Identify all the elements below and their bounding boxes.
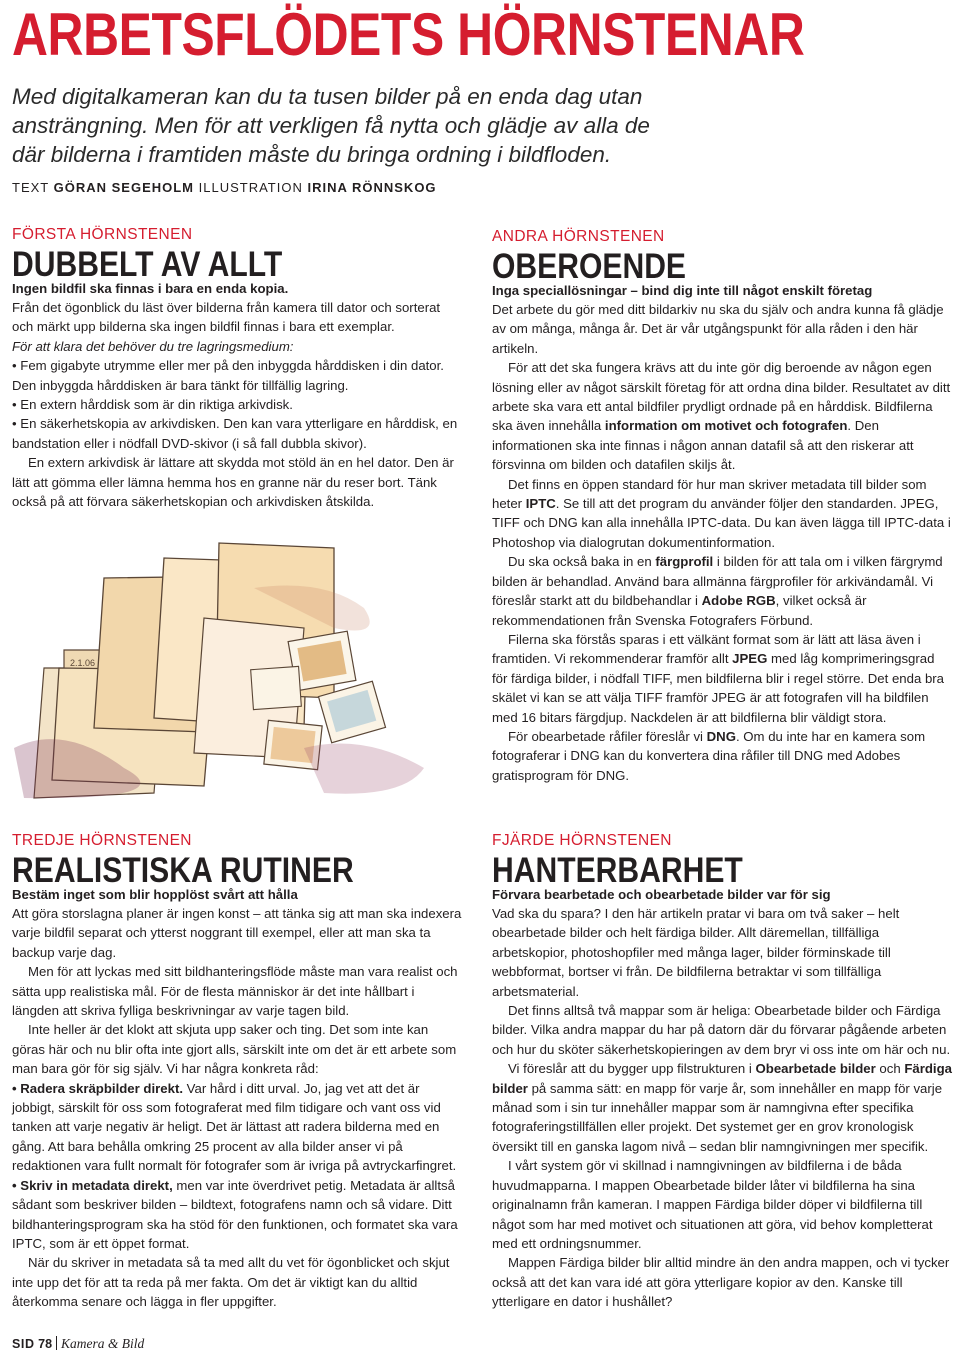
section-kicker: FÖRSTA HÖRNSTENEN: [12, 226, 193, 243]
section-third-cornerstone: [12, 830, 462, 1312]
paragraph: Att göra storslagna planer är ingen konst – att tänka sig att man ska indexera varje bildfil separat och ytterst noggrant till exempel, eller att man ska ta backup varje dag.: [12, 906, 462, 960]
byline-illustrator: IRINA RÖNNSKOG: [307, 180, 437, 195]
section-body: [492, 300, 952, 785]
folio-label: SID: [12, 1337, 35, 1351]
paragraph: [492, 630, 952, 727]
section-fourth-cornerstone: [492, 830, 952, 1312]
paragraph: I vårt system gör vi skillnad i namngivningen av bildfilerna i de båda huvudmapparna. I mappen Obearbetade bilder låter vi bildfilerna ha sina originalnamn från kameran. I mappen Färdiga bilder döper vi bildfilerna till något som har med motivet och situationen att göra, vid behov kompletterat med ett ordningsnummer.: [492, 1158, 933, 1251]
page-number: 78: [38, 1337, 53, 1351]
text-run: och: [875, 1061, 905, 1077]
emphasis: IPTC: [525, 496, 556, 512]
emphasis: Adobe RGB: [701, 593, 776, 609]
paragraph: Från det ögonblick du läst över bilderna från kamera till dator och sorterat och märkt upp bilderna ska ingen bildfil finnas i bara ett exemplar.: [12, 300, 441, 335]
list-item: [12, 1176, 462, 1254]
section-kicker: FJÄRDE HÖRNSTENEN: [492, 832, 672, 849]
text-run: i bilden för att tala om i vilken färgrymd bilden är behandlad. Använd bara allmänna färgprofiler för arkivändamål. Vi föreslår starkt att du bildbehandlar i: [492, 554, 943, 609]
article-headline: ARBETSFLÖDETS HÖRNSTENAR: [12, 1, 805, 68]
text-run: Vi föreslår att du bygger upp filstrukturen i: [508, 1061, 756, 1077]
section-second-cornerstone: [492, 226, 952, 785]
paragraph: Vad ska du spara? I den här artikeln pratar vi bara om två saker – helt obearbetade bilder och helt färdiga bilder. Allt däremellan, tillfälliga arbetskopior, photoshopfiler med många lager, bilder förminskade till webbformat, bortser vi från. De bildfilerna betraktar vi som tillfälliga arbetsmaterial.: [492, 906, 900, 999]
byline-author: GÖRAN SEGEHOLM: [53, 180, 195, 195]
paragraph: Det arbete du gör med ditt bildarkiv nu ska du själv och andra kunna få glädje av om många, många år. Det är vår utgångspunkt för alla råden i den här artikeln.: [492, 302, 944, 356]
byline: [12, 180, 437, 195]
text-run: med låg komprimeringsgrad för färdiga bilder, i nödfall TIFF, men bildfilerna blir i regel större. Det enda bra skälet vi kan se att välja TIFF framför JPEG är att fotografen vill ha bildfilen med 16 bitars färgdjup. Nackdelen är att bildfilerna blir väldigt stora.: [492, 651, 945, 725]
list-item: • En extern hårddisk som är din riktiga arkivdisk.: [12, 397, 293, 413]
paragraph: Mappen Färdiga bilder blir alltid mindre än den andra mappen, och vi tycker också att det kan vara idé att göra ytterligare kopior av den. Kanske till ytterligare en dator i hushållet?: [492, 1255, 950, 1310]
paragraph: När du skriver in metadata så ta med allt du vet för ögonblicket och skjut inte upp det för att ta reda på mer fakta. Om det är viktigt kan du alltid återkomma senare och lägga in fler uppgifter.: [12, 1255, 450, 1310]
paragraph: [492, 358, 952, 474]
emphasis: • Skriv in metadata direkt,: [12, 1177, 173, 1193]
folders-photos-illustration: [4, 518, 464, 800]
list-item: [12, 1079, 462, 1176]
text-run: . Om du inte har en kamera som fotograferar i DNG kan du konvertera dina råfiler till DNG med Adobes gratisprogram för DNG.: [492, 728, 926, 783]
byline-illustration-label: ILLUSTRATION: [194, 180, 308, 195]
text-run: , vilket också är rekommendationen från Svenska Fotografers Förbund.: [492, 593, 867, 628]
section-title: HANTERBARHET: [492, 851, 743, 890]
text-run: Filerna ska förstås sparas i ett välkänt format som är lätt att läsa även i framtiden. Vi rekommenderar framför allt: [492, 631, 921, 667]
section-lead: Bestäm inget som blir hopplöst svårt att hålla: [12, 887, 298, 902]
paragraph: För att klara det behöver du tre lagringsmedium:: [12, 338, 294, 354]
list-item: • Fem gigabyte utrymme eller mer på den inbyggda hårddisken i din dator. Den inbyggda hårddisken är bara tänkt för tillfällig lagring.: [12, 358, 444, 393]
section-title: DUBBELT AV ALLT: [12, 245, 283, 284]
text-run: . Den informationen ska inte finnas i någon annan datafil så att den riskerar att försvinna om bilden och datafilen skiljs åt.: [492, 418, 914, 473]
emphasis: JPEG: [732, 651, 768, 667]
section-lead: Förvara bearbetade och obearbetade bilder var för sig: [492, 887, 831, 902]
text-run: på samma sätt: en mapp för varje år, som innehåller en mapp för varje månad som i sin tur innehåller mappar som är namngivna efter specifika fotograferingstillfällen eller projekt. Det systemet ger en grov kronologisk översikt till en ganska lagom nivå – sedan blir namngivningen mer specifik.: [492, 1080, 943, 1154]
section-first-cornerstone: [12, 224, 460, 511]
byline-text-label: TEXT: [12, 180, 54, 195]
article-ingress: Med digitalkameran kan du ta tusen bilder på en enda dag utan ansträngning. Men för att verkligen få nytta och glädje av alla de där bilderna i framtiden måste du bringa ordning i bildfloden.: [12, 84, 650, 167]
section-lead: Inga speciallösningar – bind dig inte till något enskilt företag: [492, 283, 873, 298]
section-kicker: TREDJE HÖRNSTENEN: [12, 832, 192, 849]
text-run: Du ska också baka in en: [508, 554, 656, 570]
illustration-folder-label: 2.1.06: [70, 658, 96, 668]
text-run: Var hård i ditt urval. Jo, jag vet att det är jobbigt, särskilt för oss som fotograferat med film tidigare och vant oss vid tanken att varje negativ är heligt. Det är lättast att radera bilderna med en gång. Att bara behålla omkring 25 procent av alla bilder anser vi på redaktionen vara fullt normalt för fotografer som är ivriga på avtryckarfingret.: [12, 1080, 457, 1174]
section-body: [492, 904, 952, 1312]
emphasis: information om motivet och fotografen: [604, 418, 848, 434]
section-lead: Ingen bildfil ska finnas i bara en enda kopia.: [12, 281, 289, 296]
magazine-name: Kamera & Bild: [61, 1336, 145, 1351]
text-run: För obearbetade råfiler föreslår vi: [508, 728, 707, 744]
text-run: Det finns en öppen standard för hur man skriver metadata till bilder som heter: [492, 476, 927, 512]
text-run: men var inte överdrivet petig. Metadata är alltså sådant som beskriver bilden – bildtext, fotografens namn och så vidare. Ditt bildhanteringsprogram ska ha stöd för den funktionen, och formatet ska vara IPTC, som är ett öppet format.: [12, 1177, 458, 1251]
emphasis: Färdiga bilder: [492, 1061, 952, 1096]
paragraph: [492, 552, 952, 630]
paragraph: Det finns alltså två mappar som är heliga: Obearbetade bilder och Färdiga bilder. Vilka andra mappar du har på datorn där du förvarar pågående arbeten och hur du sköter säkerhetskopieringen av dem bryr vi oss inte om här och nu.: [492, 1003, 951, 1057]
paragraph: Men för att lyckas med sitt bildhanteringsflöde måste man vara realist och sätta upp realistiska mål. För de flesta människor är det inte hållbart i längden att skriva fylliga beskrivningar av varje tagen bild.: [12, 964, 458, 1019]
section-title: OBEROENDE: [492, 247, 687, 286]
section-kicker: ANDRA HÖRNSTENEN: [492, 228, 665, 245]
emphasis: DNG: [706, 728, 736, 744]
paragraph: [492, 727, 952, 785]
paragraph: En extern arkivdisk är lättare att skydda mot stöld än en hel dator. Den är lätt att gömma eller lämna hemma hos en granne när du reser bort. Tänk också på att förvara säkerhetskopian och arkivdisken åtskilda.: [12, 455, 454, 510]
folio-divider: [56, 1336, 57, 1350]
text-run: För att det ska fungera krävs att du inte gör dig beroende av någon egen lösning eller av något särskilt företag för att ordna dina bilder. Resultatet av ditt arbete ska vara ett antal bildfiler prydligt ordnade på en hårddisk. Bildfilerna ska även innehålla: [492, 360, 951, 434]
paragraph: [492, 1059, 952, 1156]
section-title: REALISTISKA RUTINER: [12, 851, 354, 890]
page-folio: [12, 1336, 144, 1352]
paragraph: Inte heller är det klokt att skjuta upp saker och ting. Det som inte kan göras här och nu blir ofta inte gjort alls, särskilt inte om det är ett arbete som man bara gör för sig själv. Vi har några konkreta råd:: [12, 1022, 457, 1077]
section-body: [12, 904, 462, 1312]
emphasis: Obearbetade bilder: [755, 1061, 876, 1077]
text-run: . Se till att det program du använder följer den standarden. JPEG, TIFF och DNG kan alla innehålla IPTC-data. Du kan även lägga till IPTC-data i Photoshop via dialogrutan dokumentinformation.: [492, 496, 951, 550]
list-item: • En säkerhetskopia av arkivdisken. Den kan vara ytterligare en hårddisk, en bandstation eller i nödfall DVD-skivor (i så fall dubbla skivor).: [12, 416, 458, 451]
paragraph: [492, 475, 952, 553]
emphasis: • Radera skräpbilder direkt.: [12, 1080, 183, 1096]
emphasis: färgprofil: [655, 554, 714, 570]
section-body: [12, 298, 460, 511]
